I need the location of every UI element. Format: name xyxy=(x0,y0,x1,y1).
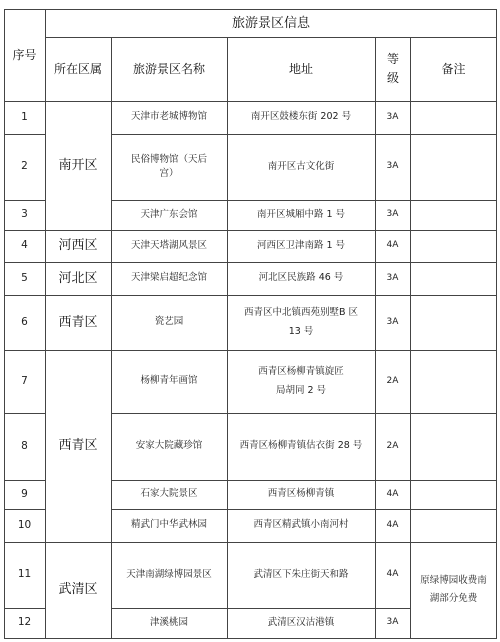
table-row-address: 西青区中北镇西苑别墅B 区 13 号 xyxy=(243,307,359,337)
table-row-address: 西青区杨柳青镇旋匠局胡同 2 号 xyxy=(258,366,344,396)
table-row-name: 天津南湖绿博园景区 xyxy=(126,568,212,580)
table-row-address: 南开区古文化街 xyxy=(267,160,335,172)
district-cell: 河西区 xyxy=(58,238,98,254)
table-row-grade: 4A xyxy=(386,569,399,580)
district-cell: 河北区 xyxy=(58,270,98,286)
header-group-title: 旅游景区信息 xyxy=(231,15,310,31)
header-address: 地址 xyxy=(288,62,313,76)
table-row-grade: 3A xyxy=(386,209,399,220)
table-row-grade: 4A xyxy=(386,488,399,499)
header-note: 备注 xyxy=(441,62,466,76)
table-row-seq: 9 xyxy=(21,487,28,500)
table-row-grade: 4A xyxy=(386,240,399,251)
table-row-name: 安家大院藏珍馆 xyxy=(135,440,203,452)
table-row-seq: 1 xyxy=(21,110,28,123)
table-row-grade: 3A xyxy=(386,617,399,628)
table-row-name: 天津天塔湖风景区 xyxy=(130,239,207,251)
table-row-seq: 2 xyxy=(21,160,28,173)
table-row-address: 河西区卫津南路 1 号 xyxy=(256,239,346,251)
table-row-seq: 11 xyxy=(17,568,32,581)
table-row-address: 武清区下朱庄街天和路 xyxy=(253,568,349,580)
table-row-address: 南开区城厢中路 1 号 xyxy=(256,208,346,220)
header-grade: 等级 xyxy=(386,52,399,85)
table-row-seq: 12 xyxy=(17,616,32,629)
table-row-address: 南开区鼓楼东街 202 号 xyxy=(250,111,352,123)
table-row-name: 天津梁启超纪念馆 xyxy=(130,272,207,284)
table-row-name: 精武门中华武林园 xyxy=(130,519,207,531)
table-row-seq: 5 xyxy=(21,271,28,284)
table-row-seq: 7 xyxy=(21,374,28,387)
table-row-address: 河北区民族路 46 号 xyxy=(258,272,344,284)
header-district: 所在区属 xyxy=(53,62,102,76)
header-seq: 序号 xyxy=(12,48,37,62)
table-row-name: 天津市老城博物馆 xyxy=(130,111,207,123)
table-row-seq: 10 xyxy=(17,518,32,531)
table-row-address: 武清区汉沽港镇 xyxy=(267,616,335,628)
table-row-note: 原绿博园收费南湖部分免费 xyxy=(420,574,487,604)
table-row-grade: 2A xyxy=(386,375,399,386)
table-row-address: 西青区杨柳青镇估衣街 28 号 xyxy=(239,440,363,452)
table-row-seq: 8 xyxy=(21,439,28,452)
table-row-name: 民俗博物馆（天后宫） xyxy=(130,153,207,179)
district-cell: 西青区 xyxy=(58,314,98,330)
table-row-grade: 3A xyxy=(386,316,399,327)
district-cell: 西青区 xyxy=(58,438,98,454)
district-cell: 武清区 xyxy=(58,582,98,598)
table-row-name: 天津广东会馆 xyxy=(140,208,198,220)
table-row-name: 石家大院景区 xyxy=(140,488,198,500)
table-row-seq: 3 xyxy=(21,208,28,221)
table-row-grade: 2A xyxy=(386,440,399,451)
table-row-seq: 4 xyxy=(21,239,28,252)
table-row-grade: 3A xyxy=(386,161,399,172)
table-row-address: 西青区精武镇小南河村 xyxy=(253,519,349,531)
table-row-grade: 4A xyxy=(386,519,399,530)
table-row-name: 瓷艺园 xyxy=(154,316,184,328)
district-cell: 南开区 xyxy=(58,157,98,173)
table-row-seq: 6 xyxy=(21,315,28,328)
table-row-address: 西青区杨柳青镇 xyxy=(267,488,335,500)
table-row-name: 津溪桃园 xyxy=(149,616,188,628)
table-row-name: 杨柳青年画馆 xyxy=(140,375,198,387)
table-row-grade: 3A xyxy=(386,111,399,122)
table-row-grade: 3A xyxy=(386,272,399,283)
header-name: 旅游景区名称 xyxy=(132,62,205,76)
